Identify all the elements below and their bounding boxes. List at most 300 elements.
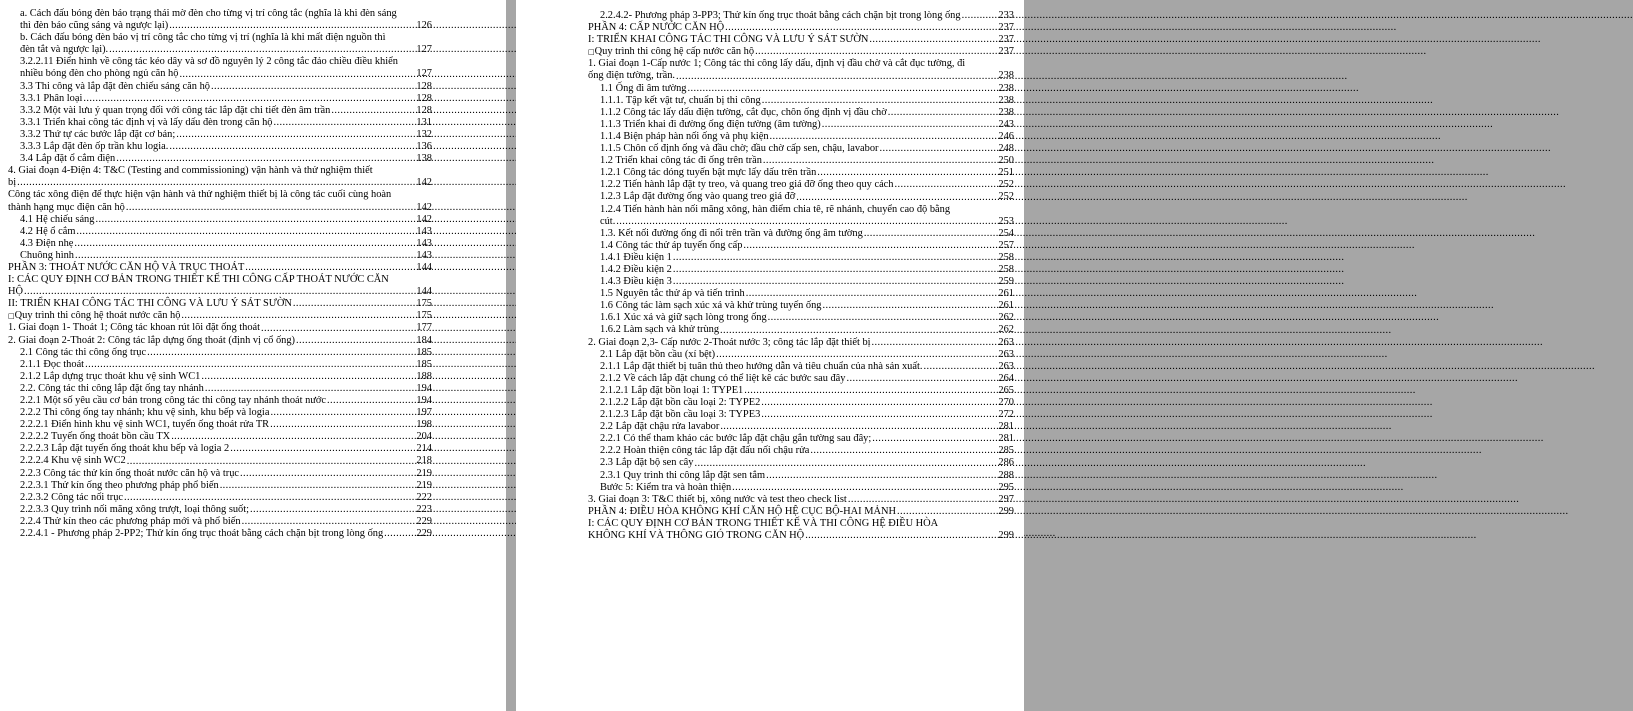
toc-page-number: 185: [416, 346, 432, 358]
toc-entry[interactable]: [8, 262, 432, 274]
dot-leader: [171, 431, 415, 443]
toc-entry-text: ống điện tường, trần.: [588, 70, 676, 82]
toc-entry-text: cút.: [600, 215, 616, 227]
dot-leader: [796, 192, 997, 204]
dot-leader: [869, 34, 997, 46]
toc-entry[interactable]: [8, 189, 432, 213]
toc-entry[interactable]: [8, 117, 432, 129]
toc-page-number: 297: [998, 493, 1014, 505]
toc-entry-text: II: TRIỂN KHAI CÔNG TÁC THI CÔNG VÀ LƯU Ý SÁT SƯỜN: [8, 298, 292, 310]
toc-page-number: 295: [998, 481, 1014, 493]
toc-page-number: 127: [416, 68, 432, 80]
dot-leader: [179, 69, 415, 81]
dot-leader: [673, 252, 998, 264]
bullet-icon: □: [588, 48, 595, 57]
toc-entry-text: 1.1.4 Biện pháp hàn nối ống và phụ kiện: [600, 130, 769, 142]
toc-page-number: 243: [998, 118, 1014, 130]
toc-page-number: 264: [998, 372, 1014, 384]
toc-entry[interactable]: [588, 288, 1014, 300]
dot-leader: [768, 312, 998, 324]
dot-leader: [673, 264, 998, 276]
dot-leader: [296, 335, 415, 347]
dot-leader: [822, 119, 998, 131]
dot-leader: [126, 202, 416, 214]
toc-entry[interactable]: [8, 56, 432, 80]
toc-entry-text: 1.4.2 Điều kiện 2: [600, 263, 672, 275]
toc-page-number: 237: [998, 22, 1014, 34]
toc-entry-text: 2.2.3.2 Công tác nối trục: [20, 491, 124, 503]
toc-page-number: 263: [998, 336, 1014, 348]
toc-entry[interactable]: [588, 252, 1014, 264]
toc-entry-text: 2.2.2 Hoàn thiện công tác lắp đặt đấu nối chậu rửa: [600, 445, 810, 457]
toc-entry[interactable]: [8, 347, 432, 359]
dot-leader: [761, 397, 997, 409]
toc-entry-text: 2.1 Lắp đặt bồn cầu (xí bệt): [600, 348, 716, 360]
toc-entry[interactable]: [588, 470, 1014, 482]
toc-entry[interactable]: [8, 322, 432, 334]
toc-page-number: 194: [416, 382, 432, 394]
dot-leader: [220, 480, 416, 492]
toc-entry[interactable]: [8, 32, 432, 56]
toc-entry-text: 1.1.1. Tập kết vật tư, chuẩn bị thi công: [600, 94, 761, 106]
toc-entry-text: 3.3.3 Lắp đặt đèn ốp trần khu logia.: [20, 141, 169, 153]
dot-leader: [274, 117, 416, 129]
toc-entry[interactable]: [588, 155, 1014, 167]
toc-page-number: 258: [998, 263, 1014, 275]
toc-page-number: 259: [998, 276, 1014, 288]
toc-page-number: 262: [998, 312, 1014, 324]
toc-entry[interactable]: [588, 421, 1014, 433]
dot-leader: [17, 177, 415, 189]
toc-page-number: 223: [416, 503, 432, 515]
dot-leader: [230, 443, 415, 455]
dot-leader: [762, 95, 998, 107]
toc-entry-text: 1.3. Kết nối đường ống đi nổi trên trần và đường ống âm tường: [600, 227, 863, 239]
toc-entry[interactable]: [8, 395, 432, 407]
toc-page-number: 262: [998, 324, 1014, 336]
dot-leader: [766, 470, 997, 482]
toc-entry[interactable]: [8, 310, 432, 322]
toc-entry-text: 3. Giai đoạn 3: T&C thiết bị, xông nước và test theo check list: [588, 493, 847, 505]
dot-leader: [83, 93, 415, 105]
toc-entry-text: 2. Giai đoạn 2-Thoát 2: Công tác lắp dựng ống thoát (định vị cổ ống): [8, 334, 295, 346]
toc-entry[interactable]: [8, 153, 432, 165]
toc-page-number: 218: [416, 455, 432, 467]
dot-leader: [805, 530, 997, 542]
toc-entry[interactable]: [8, 480, 432, 492]
toc-entry-text: 1. Giai đoạn 1-Cấp nước 1; Công tác thi công lấy dấu, định vị đầu chờ và cắt đục tường, đi: [588, 58, 966, 70]
toc-entry[interactable]: [588, 518, 1014, 542]
toc-page-number: 237: [998, 46, 1014, 58]
toc-page-number: 219: [416, 479, 432, 491]
dot-leader: [95, 214, 415, 226]
toc-entry[interactable]: [8, 492, 432, 504]
dot-leader: [894, 179, 997, 191]
toc-page-number: 299: [998, 505, 1014, 517]
toc-page-number: 219: [416, 467, 432, 479]
dot-leader: [810, 445, 997, 457]
toc-entry[interactable]: [8, 419, 432, 431]
toc-entry-text: 4.2 Hệ ổ cắm: [20, 225, 76, 237]
toc-page-number: 238: [998, 70, 1014, 82]
toc-entry[interactable]: [588, 46, 1014, 58]
toc-entry-text: 2.2 Lắp đặt chậu rửa lavabor: [600, 421, 720, 433]
toc-entry[interactable]: [588, 264, 1014, 276]
toc-entry[interactable]: [588, 361, 1014, 373]
toc-entry[interactable]: [8, 93, 432, 105]
dot-leader: [147, 347, 415, 359]
toc-entry[interactable]: [8, 431, 432, 443]
toc-entry-text: 1.6 Công tác làm sạch xúc xả và khử trùng tuyến ống: [600, 300, 822, 312]
toc-entry-text: Quy trình thi công hệ cấp nước căn hộ: [594, 46, 755, 58]
dot-leader: [732, 482, 997, 494]
toc-page-number: 197: [416, 407, 432, 419]
toc-entry-text: 2.3 Lắp đặt bộ sen cây: [600, 457, 694, 469]
toc-page-number: 238: [998, 106, 1014, 118]
toc-entry-text: HỘ: [8, 286, 24, 298]
toc-entry[interactable]: [8, 238, 432, 250]
dot-leader: [250, 504, 415, 516]
toc-page-number: 188: [416, 370, 432, 382]
toc-entry-text: 1.1 Ống đi âm tường: [600, 82, 687, 94]
dot-leader: [770, 131, 998, 143]
toc-page-number: 253: [998, 215, 1014, 227]
toc-entry[interactable]: [588, 506, 1014, 518]
dot-leader: [240, 468, 415, 480]
toc-entry-text: PHẦN 3: THOÁT NƯỚC CĂN HỘ VÀ TRỤC THOÁT: [8, 261, 245, 273]
dot-leader: [817, 167, 997, 179]
toc-entry-text: 1.1.5 Chôn cố định ống và đầu chờ; đầu chờ cấp sen, chậu, lavabor: [600, 143, 879, 155]
toc-entry[interactable]: [588, 34, 1014, 46]
dot-leader: [327, 395, 415, 407]
toc-page-number: 184: [416, 334, 432, 346]
toc-entry[interactable]: [588, 494, 1014, 506]
dot-leader: [124, 492, 415, 504]
toc-page-number: 229: [416, 528, 432, 540]
toc-entry-text: 1.6.2 Làm sạch và khử trùng: [600, 324, 720, 336]
toc-entry[interactable]: [8, 383, 432, 395]
toc-entry-text: thành hạng mục điện căn hộ: [8, 201, 125, 213]
toc-page-number: 177: [416, 322, 432, 334]
dot-leader: [923, 361, 997, 373]
toc-page-number: 270: [998, 397, 1014, 408]
toc-entry-text: I: CÁC QUY ĐỊNH CƠ BẢN TRONG THIẾT KẾ THI CÔNG CẤP THOÁT NƯỚC CĂN: [8, 274, 389, 286]
toc-page-number: 281: [998, 433, 1014, 445]
toc-entry-text: 2.2.4.1 - Phương pháp 2-PP2; Thử kín ống trục thoát bằng cách chặn bịt trong lòng ống: [20, 528, 384, 540]
toc-page-number: 128: [416, 104, 432, 116]
toc-page-number: 233: [998, 10, 1014, 21]
toc-entry-text: 1.2.1 Công tác dóng tuyến bật mực lấy dấu trên trần: [600, 167, 817, 179]
dot-leader: [888, 107, 998, 119]
toc-page-number: 131: [416, 116, 432, 128]
toc-page-number: 143: [416, 237, 432, 249]
toc-page-number: 251: [998, 167, 1014, 179]
toc-entry[interactable]: [8, 407, 432, 419]
toc-entry-text: bị: [8, 177, 17, 189]
toc-page-number: 143: [416, 225, 432, 237]
dot-leader: [270, 407, 415, 419]
toc-entry[interactable]: [588, 131, 1014, 143]
dot-leader: [75, 250, 415, 262]
toc-entry-text: PHẦN 4: CẤP NƯỚC CĂN HỘ: [588, 22, 725, 34]
toc-page-number: 204: [416, 431, 432, 443]
dot-leader: [261, 323, 415, 335]
dot-leader: [205, 383, 416, 395]
toc-page-number: 138: [416, 153, 432, 165]
toc-entry[interactable]: [588, 83, 1014, 95]
toc-entry-text: 2.2. Công tác thi công lắp đặt ống tay nhánh: [20, 382, 204, 394]
toc-entry-text: 2.1.2 Về cách lắp đặt chung có thể liệt kê các bước sau đây: [600, 372, 846, 384]
toc-entry-text: b. Cách đấu bóng đèn báo vị trí công tắc cho từng vị trí (nghĩa là khi mất điện nguồn thì: [20, 32, 386, 44]
toc-entry[interactable]: [588, 324, 1014, 336]
toc-entry-text: 1.1.3 Triển khai đi đường ống điện tường (âm tường): [600, 118, 821, 130]
toc-entry[interactable]: [8, 81, 432, 93]
toc-entry[interactable]: [588, 397, 1014, 409]
toc-entry-text: KHÔNG KHÍ VÀ THÔNG GIÓ TRONG CĂN HỘ: [588, 530, 805, 542]
dot-leader: [176, 129, 415, 141]
toc-entry[interactable]: [588, 204, 1014, 228]
toc-page-number: 246: [998, 130, 1014, 142]
toc-entry[interactable]: [588, 179, 1014, 191]
document-page-left: [0, 0, 506, 711]
toc-entry-text: 2.1.1 Đọc thoát: [20, 358, 85, 370]
toc-entry-text: 2.1 Công tác thi công ống trục: [20, 346, 147, 358]
toc-entry[interactable]: [588, 433, 1014, 445]
toc-entry[interactable]: [8, 371, 432, 383]
dot-leader: [687, 83, 997, 95]
toc-entry-text: 3.3 Thi công và lắp đặt đèn chiếu sáng căn hộ: [20, 80, 210, 92]
toc-entry-text: 1.4 Công tác thử áp tuyến ống cấp: [600, 239, 743, 251]
toc-entry-text: 3.2.2.11 Điển hình về công tác kéo dây và sơ đồ nguyên lý 2 công tắc đảo chiều điều khiển: [20, 56, 398, 68]
toc-entry-text: 2.2.3.3 Quy trình nối măng xông trượt, loại thông suốt;: [20, 503, 250, 515]
toc-entry-text: 2.1.2.2 Lắp đặt bồn cầu loại 2: TYPE2: [600, 397, 761, 408]
toc-entry[interactable]: [588, 10, 1014, 22]
dot-leader: [616, 216, 997, 228]
toc-page-number: 144: [416, 261, 432, 273]
toc-page-number: 142: [416, 213, 432, 225]
toc-entry[interactable]: [588, 482, 1014, 494]
toc-entry[interactable]: [588, 276, 1014, 288]
toc-entry[interactable]: [8, 443, 432, 455]
toc-page-number: 257: [998, 239, 1014, 251]
toc-entry[interactable]: [8, 298, 432, 310]
toc-page-number: 144: [416, 286, 432, 298]
dot-leader: [74, 238, 415, 250]
toc-page-number: 136: [416, 141, 432, 153]
toc-page-number: 237: [998, 34, 1014, 46]
toc-entry[interactable]: [8, 335, 432, 347]
toc-entry-text: 2.1.2.1 Lắp đặt bồn loại 1: TYPE1: [600, 384, 744, 396]
toc-entry[interactable]: [588, 337, 1014, 349]
dot-leader: [676, 71, 997, 83]
toc-entry-text: I: TRIỂN KHAI CÔNG TÁC THI CÔNG VÀ LƯU Ý SÁT SƯỜN: [588, 34, 869, 46]
toc-page-number: 128: [416, 92, 432, 104]
dot-leader: [720, 421, 997, 433]
toc-entry[interactable]: [8, 359, 432, 371]
dot-leader: [695, 458, 998, 470]
toc-page-number: 272: [998, 409, 1014, 421]
toc-entry[interactable]: [588, 167, 1014, 179]
dot-leader: [245, 262, 415, 274]
toc-entry[interactable]: [8, 504, 432, 516]
dot-leader: [761, 409, 997, 421]
toc-entry[interactable]: [588, 58, 1014, 82]
toc-entry[interactable]: [588, 191, 1014, 203]
toc-entry-text: 1.2 Triển khai công tác đi ống trên trần: [600, 155, 762, 167]
dot-leader: [85, 359, 415, 371]
toc-entry-text: Bước 5: Kiểm tra và hoàn thiện: [600, 481, 732, 493]
toc-entry-text: 2.1.2 Lắp dựng trục thoát khu vệ sinh WC1: [20, 370, 201, 382]
toc-entry-text: 2.2.3.1 Thử kín ống theo phương pháp phổ biến: [20, 479, 219, 491]
toc-entry[interactable]: [8, 226, 432, 238]
toc-page-number: 288: [998, 469, 1014, 481]
toc-entry[interactable]: [8, 165, 432, 189]
toc-entry-text: 1.4.1 Điều kiện 1: [600, 251, 672, 263]
toc-entry[interactable]: [588, 385, 1014, 397]
toc-page-number: 265: [998, 384, 1014, 396]
toc-entry[interactable]: [588, 312, 1014, 324]
toc-entry[interactable]: [588, 240, 1014, 252]
dot-leader: [384, 528, 415, 540]
dot-leader: [127, 456, 416, 468]
toc-entry-text: Chuông hình: [20, 249, 74, 261]
dot-leader: [847, 373, 998, 385]
toc-entry[interactable]: [8, 250, 432, 262]
toc-page-number: 261: [998, 300, 1014, 312]
toc-entry[interactable]: [588, 119, 1014, 131]
toc-page-number: 281: [998, 421, 1014, 433]
toc-entry[interactable]: [588, 22, 1014, 34]
toc-entry[interactable]: [588, 95, 1014, 107]
toc-entry-text: 2.1.2.3 Lắp đặt bồn cầu loại 3: TYPE3: [600, 409, 761, 421]
dot-leader: [270, 419, 415, 431]
dot-leader: [109, 44, 415, 56]
toc-page-number: 175: [416, 310, 432, 322]
dot-leader: [743, 240, 997, 252]
table-of-contents-right: [588, 10, 1014, 542]
toc-entry-text: thì đèn báo cũng sáng và ngược lại): [20, 20, 169, 32]
toc-entry-text: 2.1.1 Lắp đặt thiết bị tuân thủ theo hướng dẫn và tiêu chuẩn của nhà sản xuất.: [600, 360, 923, 372]
toc-page-number: 238: [998, 94, 1014, 106]
toc-entry-text: a. Cách đấu bóng đèn báo trạng thái mờ đèn cho từng vị trí công tắc (nghĩa là khi đèn sáng: [20, 8, 397, 19]
table-of-contents-left: [8, 8, 432, 540]
dot-leader: [848, 494, 998, 506]
toc-page-number: 194: [416, 395, 432, 406]
toc-entry-text: 2.2.1 Có thể tham khảo các bước lắp đặt chậu gắn tường sau đây;: [600, 433, 872, 445]
dot-leader: [24, 286, 415, 298]
toc-entry[interactable]: [8, 8, 432, 32]
toc-entry-text: đèn tắt và ngược lại).: [20, 44, 109, 56]
document-page-right: [516, 0, 1024, 711]
toc-entry-text: 2.3.1 Quy trình thi công lắp đặt sen tắm: [600, 469, 766, 481]
toc-page-number: 261: [998, 288, 1014, 300]
toc-entry[interactable]: [588, 445, 1014, 457]
toc-entry[interactable]: [8, 129, 432, 141]
toc-entry-text: 2.2.2.2 Tuyến ống thoát bồn cầu TX: [20, 431, 171, 443]
toc-entry-text: 2.2.2.3 Lắp đặt tuyến ống thoát khu bếp và logia 2: [20, 443, 230, 455]
toc-entry-text: 1.4.3 Điều kiện 3: [600, 276, 672, 288]
toc-page-number: 258: [998, 251, 1014, 263]
toc-entry-text: 2. Giai đoạn 2,3- Cấp nước 2-Thoát nước 3; công tác lắp đặt thiết bị: [588, 336, 871, 348]
toc-entry-text: Quy trình thi công hệ thoát nước căn hộ: [14, 310, 181, 322]
toc-entry-text: 2.2.4 Thử kín theo các phương pháp mới và phổ biến: [20, 515, 241, 527]
toc-entry-text: 3.3.1 Phân loại: [20, 92, 83, 104]
toc-entry[interactable]: [8, 528, 432, 540]
toc-entry[interactable]: [8, 214, 432, 226]
toc-entry[interactable]: [8, 455, 432, 467]
toc-page-number: 248: [998, 143, 1014, 155]
dot-leader: [169, 141, 415, 153]
dot-leader: [673, 276, 998, 288]
toc-page-number: 126: [416, 20, 432, 32]
toc-entry[interactable]: [588, 457, 1014, 469]
dot-leader: [242, 516, 416, 528]
toc-entry[interactable]: [588, 349, 1014, 361]
toc-page-number: 250: [998, 155, 1014, 167]
toc-entry[interactable]: [588, 300, 1014, 312]
toc-entry[interactable]: [8, 274, 432, 298]
toc-page-number: 132: [416, 128, 432, 140]
toc-entry-text: 1.6.1 Xúc xả và giữ sạch lòng trong ống: [600, 312, 767, 324]
toc-entry-text: 2.2.2.1 Điển hình khu vệ sinh WC1, tuyến ống thoát rửa TR: [20, 419, 270, 431]
dot-leader: [864, 228, 998, 240]
toc-entry-text: 3.3.2 Thứ tự các bước lắp đặt cơ bản;: [20, 128, 176, 140]
toc-entry-text: 2.2.2.4 Khu vệ sinh WC2: [20, 455, 126, 467]
dot-leader: [897, 506, 997, 518]
toc-page-number: 254: [998, 227, 1014, 239]
toc-page-number: 299: [998, 530, 1014, 542]
toc-page-number: 142: [416, 201, 432, 213]
toc-entry-text: 1.1.2 Công tác lấy dấu điện tường, cắt đục, chôn ống định vị đầu chờ: [600, 106, 887, 118]
dot-leader: [716, 349, 997, 361]
toc-page-number: 175: [416, 298, 432, 310]
toc-page-number: 252: [998, 179, 1014, 191]
toc-entry[interactable]: [8, 105, 432, 117]
toc-entry[interactable]: [588, 409, 1014, 421]
toc-entry[interactable]: [8, 468, 432, 480]
dot-leader: [331, 105, 415, 117]
toc-entry-text: I: CÁC QUY ĐỊNH CƠ BẢN TRONG THIẾT KẾ VÀ THI CÔNG HỆ ĐIỀU HÒA: [588, 517, 939, 529]
toc-entry-text: 1.5 Nguyên tắc thử áp và tiến trình: [600, 288, 745, 300]
dot-leader: [293, 298, 416, 310]
toc-page-number: 238: [998, 82, 1014, 94]
toc-page-number: 286: [998, 457, 1014, 469]
toc-entry[interactable]: [588, 228, 1014, 240]
toc-entry-text: 2.2.1 Một số yêu cầu cơ bản trong công tác thi công tay nhánh thoát nước: [20, 395, 327, 406]
dot-leader: [746, 288, 998, 300]
dot-leader: [169, 20, 415, 32]
toc-entry[interactable]: [588, 373, 1014, 385]
bullet-icon: □: [8, 312, 15, 321]
dot-leader: [720, 325, 997, 337]
toc-page-number: 222: [416, 491, 432, 503]
toc-entry-text: 3.3.1 Triển khai công tác định vị và lấy dấu đèn trong căn hộ: [20, 116, 273, 128]
toc-page-number: 263: [998, 348, 1014, 360]
toc-entry[interactable]: [8, 141, 432, 153]
dot-leader: [822, 300, 997, 312]
toc-entry-text: PHẦN 4: ĐIỀU HÒA KHÔNG KHÍ CĂN HỘ HỆ CỤC BỘ-HAI MẢNH: [588, 505, 896, 517]
toc-entry-text: 2.2.4.2- Phương pháp 3-PP3; Thử kín ống trục thoát bằng cách chặn bịt trong lòng ống: [600, 10, 961, 21]
toc-entry[interactable]: [588, 143, 1014, 155]
toc-entry[interactable]: [8, 516, 432, 528]
toc-page-number: 229: [416, 515, 432, 527]
toc-entry-text: 2.2.2 Thi công ống tay nhánh; khu vệ sinh, khu bếp và logia: [20, 407, 270, 419]
toc-entry[interactable]: [588, 107, 1014, 119]
toc-page-number: 185: [416, 358, 432, 370]
toc-entry-text: 1.2.4 Tiến hành hàn nối măng xông, hàn điểm chia tê, rẽ nhánh, chuyển cao độ bằng: [600, 203, 951, 215]
toc-entry-text: 1.2.2 Tiến hành lắp đặt ty treo, và quang treo giá đỡ ống theo quy cách: [600, 179, 894, 191]
toc-page-number: 127: [416, 44, 432, 56]
